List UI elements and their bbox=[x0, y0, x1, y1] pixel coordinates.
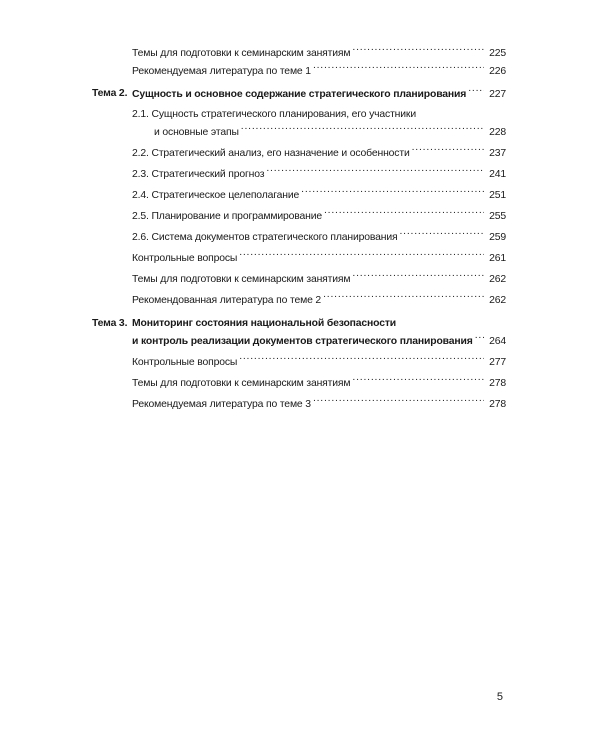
toc-entry-page: 228 bbox=[489, 127, 506, 138]
toc-leader-dots bbox=[239, 353, 484, 365]
toc-entry-title: Рекомендованная литература по теме 2 bbox=[132, 295, 322, 306]
toc-leader-dots bbox=[352, 44, 484, 56]
toc-leader-dots bbox=[352, 374, 484, 386]
toc-theme-page: 264 bbox=[489, 336, 506, 347]
toc-entry-page: 255 bbox=[489, 211, 506, 222]
toc-theme-number: Тема 2. bbox=[92, 88, 128, 99]
toc-theme-number: Тема 3. bbox=[92, 318, 128, 329]
toc-entry[interactable] bbox=[92, 353, 506, 371]
toc-entry[interactable] bbox=[92, 165, 506, 183]
toc-theme-heading[interactable] bbox=[92, 85, 506, 103]
toc-entry[interactable] bbox=[92, 186, 506, 204]
toc-leader-dots bbox=[400, 228, 485, 240]
toc-leader-dots bbox=[266, 165, 484, 177]
toc-entry-title: и основные этапы bbox=[154, 127, 239, 138]
table-of-contents bbox=[92, 44, 506, 413]
toc-entry-title: Рекомендуемая литература по теме 3 bbox=[132, 399, 311, 410]
toc-entry-title: Темы для подготовки к семинарским занятиям bbox=[132, 48, 351, 59]
toc-entry-title: 2.5. Планирование и программирование bbox=[132, 211, 322, 222]
toc-entry-title: 2.6. Система документов стратегического планирования bbox=[132, 232, 398, 243]
toc-entry-page: 278 bbox=[489, 399, 506, 410]
toc-leader-dots bbox=[239, 249, 484, 261]
toc-entry-page: 278 bbox=[489, 378, 506, 389]
toc-entry[interactable] bbox=[92, 106, 506, 141]
toc-entry-title: 2.3. Стратегический прогноз bbox=[132, 169, 265, 180]
toc-leader-dots bbox=[301, 186, 484, 198]
toc-leader-dots bbox=[241, 123, 484, 135]
toc-entry-page: 261 bbox=[489, 253, 506, 264]
toc-entry[interactable] bbox=[92, 44, 506, 62]
toc-entry-title: Темы для подготовки к семинарским занятиям bbox=[132, 274, 351, 285]
toc-leader-dots bbox=[475, 332, 484, 344]
toc-entry-title: Темы для подготовки к семинарским занятиям bbox=[132, 378, 351, 389]
page-number: 5 bbox=[496, 691, 503, 703]
toc-entry-page: 251 bbox=[489, 190, 506, 201]
toc-entry-page: 241 bbox=[489, 169, 506, 180]
toc-entry-page: 277 bbox=[489, 357, 506, 368]
toc-entry[interactable] bbox=[92, 374, 506, 392]
toc-entry-title: 2.2. Стратегический анализ, его назначение и особенности bbox=[132, 148, 410, 159]
toc-entry-page: 237 bbox=[489, 148, 506, 159]
toc-entry[interactable] bbox=[92, 62, 506, 80]
toc-theme-heading[interactable] bbox=[92, 315, 506, 350]
toc-entry-page: 225 bbox=[489, 48, 506, 59]
toc-entry-page: 226 bbox=[489, 66, 506, 77]
toc-entry[interactable] bbox=[92, 144, 506, 162]
toc-theme-page: 227 bbox=[489, 89, 506, 100]
toc-theme-title-line1: Мониторинг состояния национальной безопасности bbox=[132, 318, 397, 329]
toc-entry-title: Контрольные вопросы bbox=[132, 253, 238, 264]
toc-entry-title: Рекомендуемая литература по теме 1 bbox=[132, 66, 311, 77]
toc-entry[interactable] bbox=[92, 207, 506, 225]
toc-leader-dots bbox=[323, 291, 484, 303]
toc-entry-page: 262 bbox=[489, 274, 506, 285]
toc-leader-dots bbox=[313, 395, 484, 407]
toc-entry-page: 259 bbox=[489, 232, 506, 243]
toc-entry-title: Контрольные вопросы bbox=[132, 357, 238, 368]
toc-entry-title-line1: 2.1. Сущность стратегического планирования, его участники bbox=[132, 109, 416, 120]
toc-theme-title: Сущность и основное содержание стратегического планирования bbox=[132, 89, 467, 100]
toc-leader-dots bbox=[313, 62, 484, 74]
toc-entry-title: 2.4. Стратегическое целеполагание bbox=[132, 190, 300, 201]
toc-leader-dots bbox=[412, 144, 484, 156]
toc-leader-dots bbox=[352, 270, 484, 282]
toc-leader-dots bbox=[468, 85, 484, 97]
toc-entry[interactable] bbox=[92, 291, 506, 309]
toc-entry[interactable] bbox=[92, 228, 506, 246]
toc-leader-dots bbox=[324, 207, 484, 219]
toc-entry-page: 262 bbox=[489, 295, 506, 306]
toc-theme-title: и контроль реализации документов стратегического планирования bbox=[132, 336, 473, 347]
toc-entry[interactable] bbox=[92, 270, 506, 288]
toc-entry[interactable] bbox=[92, 249, 506, 267]
toc-entry[interactable] bbox=[92, 395, 506, 413]
